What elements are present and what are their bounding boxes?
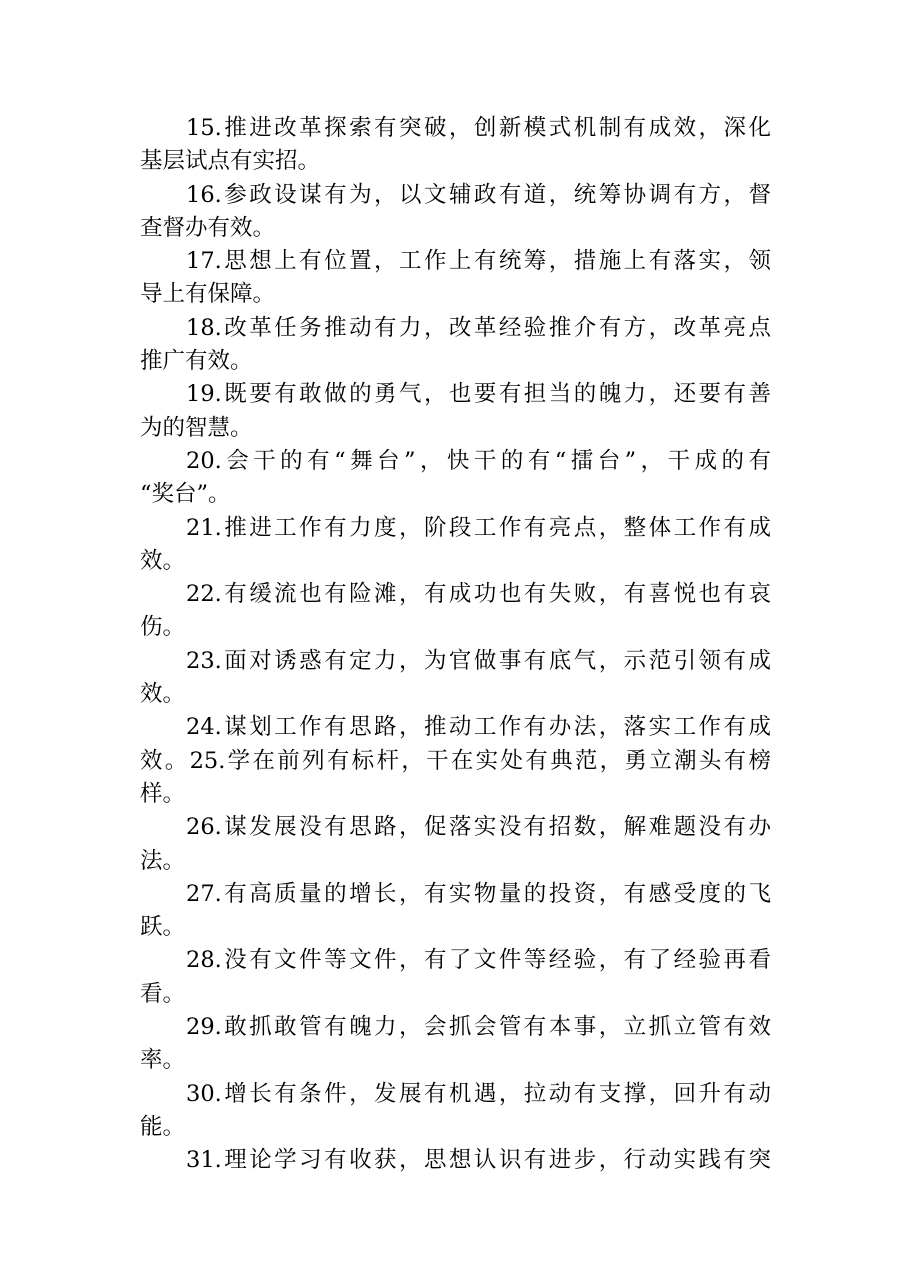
text-line: 20.会干的有“舞台”，快干的有“擂台”，干成的有	[186, 447, 771, 474]
text-line: 效。	[140, 547, 186, 574]
text-line: 跃。	[140, 914, 186, 941]
text-line: 法。	[140, 847, 186, 874]
text-line: 率。	[140, 1047, 186, 1074]
text-line: 效。	[140, 681, 186, 708]
text-line: 23.面对诱惑有定力，为官做事有底气，示范引领有成	[186, 647, 771, 674]
text-line: 22.有缓流也有险滩，有成功也有失败，有喜悦也有哀	[186, 581, 771, 608]
text-line: 21.推进工作有力度，阶段工作有亮点，整体工作有成	[186, 514, 771, 541]
text-line: 18.改革任务推动有力，改革经验推介有方，改革亮点	[186, 314, 771, 341]
text-line: 能。	[140, 1113, 186, 1140]
text-line: 效。25.学在前列有标杆，干在实处有典范，勇立潮头有榜	[140, 747, 771, 774]
text-line: 16.参政设谋有为，以文辅政有道，统筹协调有方，督	[186, 181, 771, 208]
text-line: 伤。	[140, 614, 186, 641]
text-line: 31.理论学习有收获，思想认识有进步，行动实践有突	[186, 1147, 771, 1174]
document-body	[140, 112, 771, 1178]
text-line: 样。	[140, 780, 186, 807]
text-line: 基层试点有实招。	[140, 148, 321, 175]
text-line: 29.敢抓敢管有魄力，会抓会管有本事，立抓立管有效	[186, 1014, 771, 1041]
text-line: 查督办有效。	[140, 214, 276, 241]
text-line: 为的智慧。	[140, 414, 253, 441]
text-line: 27.有高质量的增长，有实物量的投资，有感受度的飞	[186, 880, 771, 907]
text-line: 19.既要有敢做的勇气，也要有担当的魄力，还要有善	[186, 381, 771, 408]
text-line: 30.增长有条件，发展有机遇，拉动有支撑，回升有动	[186, 1080, 771, 1107]
text-line: 导上有保障。	[140, 281, 276, 308]
text-line: 推广有效。	[140, 348, 253, 375]
text-line: 24.谋划工作有思路，推动工作有办法，落实工作有成	[186, 714, 771, 741]
text-line: 看。	[140, 980, 186, 1007]
text-line: 26.谋发展没有思路，促落实没有招数，解难题没有办	[186, 814, 771, 841]
text-line: 15.推进改革探索有突破，创新模式机制有成效，深化	[186, 115, 771, 141]
text-line: 17.思想上有位置，工作上有统筹，措施上有落实，领	[186, 248, 771, 275]
text-line: “奖台”。	[140, 481, 231, 508]
text-line: 28.没有文件等文件，有了文件等经验，有了经验再看	[186, 947, 771, 974]
